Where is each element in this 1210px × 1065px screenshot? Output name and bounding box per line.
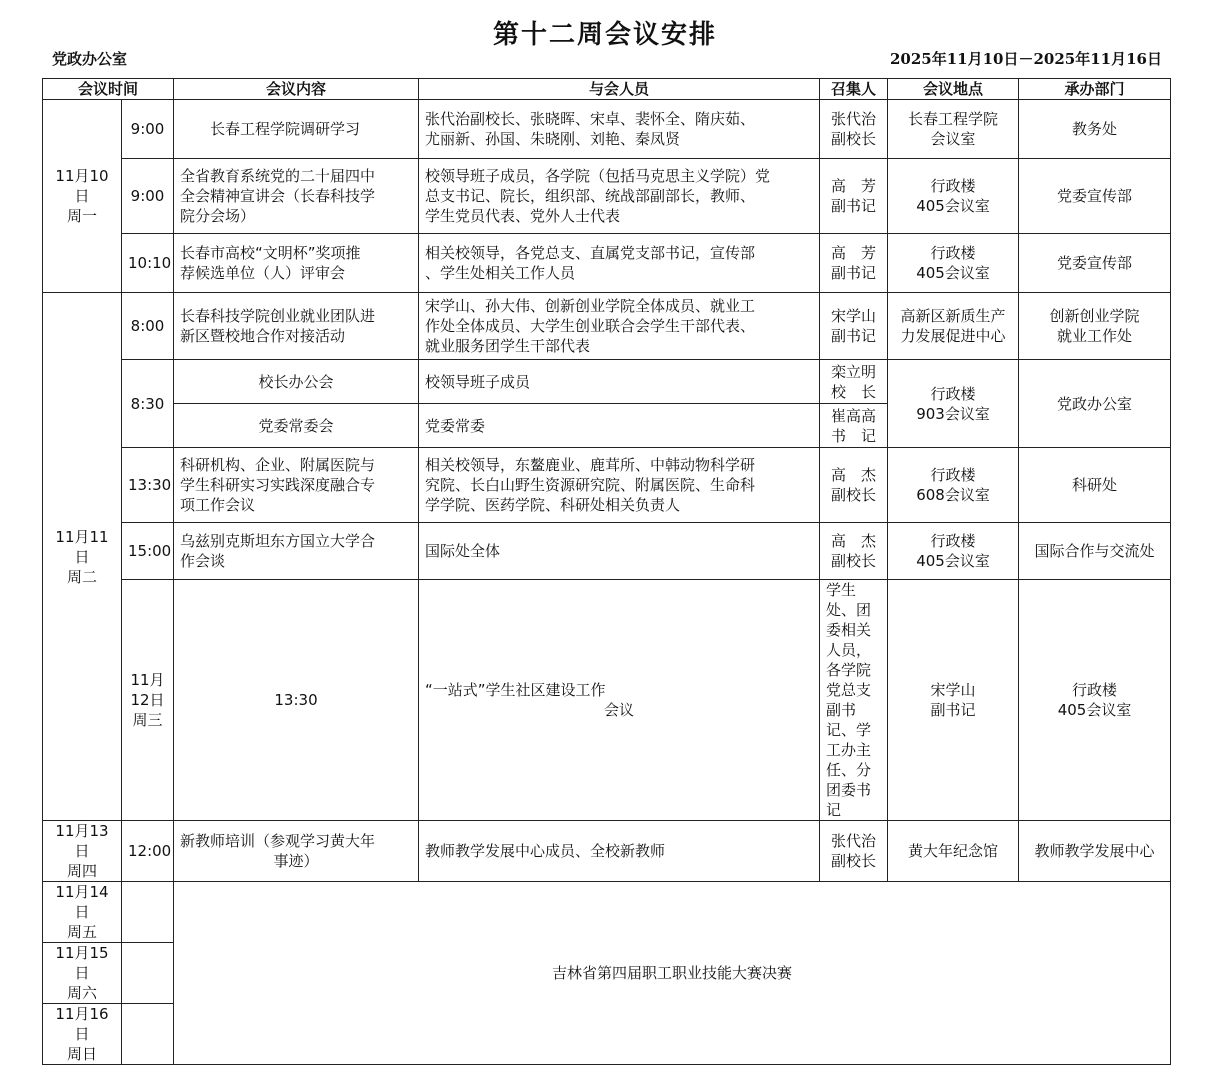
location-cell bbox=[888, 234, 1019, 293]
convener-cell bbox=[820, 100, 888, 159]
column-header: 会议地点 bbox=[888, 79, 1019, 100]
location-cell bbox=[1019, 580, 1171, 821]
attendees-cell bbox=[419, 100, 820, 159]
day-cell bbox=[43, 943, 122, 1004]
time-cell bbox=[122, 943, 174, 1004]
weekday-label: 周六 bbox=[66, 984, 97, 1002]
location-line: 黄大年纪念馆 bbox=[908, 842, 999, 860]
content-line: “一站式”学生社区建设工作 bbox=[425, 681, 606, 699]
department-cell bbox=[1019, 293, 1171, 360]
content-cell bbox=[174, 360, 419, 404]
department-line: 教师教学发展中心 bbox=[1034, 842, 1155, 860]
department-line: 科研处 bbox=[1072, 476, 1118, 494]
time-cell: 9:00 bbox=[122, 159, 174, 234]
convener-title: 副书记 bbox=[831, 197, 877, 215]
attendees-line: 就业服务团学生干部代表 bbox=[425, 337, 591, 355]
department-line: 教务处 bbox=[1072, 120, 1118, 138]
time-cell: 8:00 bbox=[122, 293, 174, 360]
convener-title: 副校长 bbox=[831, 130, 877, 148]
content-cell bbox=[174, 234, 419, 293]
time-cell: 13:30 bbox=[174, 580, 419, 821]
table-row bbox=[43, 882, 1171, 943]
column-header: 会议时间 bbox=[43, 79, 174, 100]
column-header: 承办部门 bbox=[1019, 79, 1171, 100]
location-line: 903会议室 bbox=[916, 404, 990, 423]
convener-title: 副校长 bbox=[831, 486, 877, 504]
department-line: 党委宣传部 bbox=[1057, 187, 1133, 205]
attendees-line: 国际处全体 bbox=[425, 542, 501, 560]
attendees-line: 相关校领导，各党总支、直属党支部书记，宣传部 bbox=[425, 244, 756, 262]
time-cell: 8:30 bbox=[122, 360, 174, 448]
department-line: 党委宣传部 bbox=[1057, 254, 1133, 272]
convener-title: 校 长 bbox=[831, 382, 877, 401]
table-row bbox=[43, 293, 1171, 360]
department-cell bbox=[1019, 100, 1171, 159]
attendees-cell bbox=[419, 821, 820, 882]
location-line: 405会议室 bbox=[916, 197, 990, 215]
convener-cell bbox=[820, 293, 888, 360]
table-row bbox=[43, 821, 1171, 882]
content-line: 长春市高校“文明杯”奖项推 bbox=[180, 244, 361, 262]
date-label: 11月16日 bbox=[55, 1005, 109, 1043]
day-cell bbox=[43, 821, 122, 882]
convener-cell bbox=[820, 360, 888, 404]
content-line: 长春工程学院调研学习 bbox=[210, 120, 361, 138]
convener-cell bbox=[820, 821, 888, 882]
location-line: 行政楼 bbox=[1072, 681, 1118, 699]
department-line: 创新创业学院 bbox=[1049, 307, 1140, 325]
department-cell bbox=[1019, 821, 1171, 882]
attendees-line: 总支书记、院长，组织部、统战部副部长，教师、 bbox=[425, 187, 756, 205]
attendees-cell bbox=[419, 293, 820, 360]
attendees-cell bbox=[419, 360, 820, 404]
day-cell bbox=[43, 1004, 122, 1065]
attendees-line: 学生党员代表、党外人士代表 bbox=[425, 207, 621, 225]
attendees-line: 校领导班子成员，各学院（包括马克思主义学院）党 bbox=[425, 167, 771, 185]
content-line: 科研机构、企业、附属医院与 bbox=[180, 456, 376, 474]
content-cell bbox=[419, 580, 820, 821]
time-cell: 12:00 bbox=[122, 821, 174, 882]
attendees-cell bbox=[419, 234, 820, 293]
attendees-line: 教师教学发展中心成员、全校新教师 bbox=[425, 842, 666, 860]
attendees-cell bbox=[419, 404, 820, 448]
table-row bbox=[43, 100, 1171, 159]
attendees-line: 作处全体成员、大学生创业联合会学生干部代表、 bbox=[425, 317, 756, 335]
location-line: 行政楼 bbox=[930, 177, 976, 195]
attendees-line: 宋学山、孙大伟、创新创业学院全体成员、就业工 bbox=[425, 297, 756, 315]
content-line: 荐候选单位（人）评审会 bbox=[180, 264, 346, 282]
convener-name: 张代治 bbox=[831, 832, 877, 850]
location-line: 行政楼 bbox=[930, 466, 976, 484]
column-header: 召集人 bbox=[820, 79, 888, 100]
date-label: 11月15日 bbox=[55, 944, 109, 982]
table-row bbox=[43, 523, 1171, 580]
convener-name: 宋学山 bbox=[831, 307, 877, 325]
table-row bbox=[43, 360, 1171, 404]
time-cell: 13:30 bbox=[122, 448, 174, 523]
location-line: 405会议室 bbox=[1057, 701, 1132, 719]
location-line: 405会议室 bbox=[916, 552, 990, 570]
convener-title: 副书记 bbox=[930, 701, 976, 719]
convener-name: 张代治 bbox=[831, 110, 877, 128]
department-line: 党政办公室 bbox=[1057, 394, 1133, 413]
table-row bbox=[43, 580, 1171, 821]
time-cell bbox=[122, 1004, 174, 1065]
content-cell bbox=[174, 821, 419, 882]
attendees-line: 相关校领导，东鳌鹿业、鹿茸所、中韩动物科学研 bbox=[425, 456, 756, 474]
content-cell bbox=[174, 404, 419, 448]
office-name: 党政办公室 bbox=[52, 50, 128, 68]
weekend-event: 吉林省第四届职工职业技能大赛决赛 bbox=[174, 882, 1171, 1065]
convener-title: 副书记 bbox=[831, 264, 877, 282]
location-line: 长春工程学院 bbox=[908, 110, 999, 128]
table-row bbox=[43, 448, 1171, 523]
attendees-cell bbox=[419, 159, 820, 234]
content-line: 会议 bbox=[604, 701, 635, 719]
convener-cell bbox=[820, 159, 888, 234]
date-label: 11月13日 bbox=[55, 822, 109, 860]
convener-cell bbox=[888, 580, 1019, 821]
day-cell bbox=[43, 293, 122, 821]
convener-name: 崔高高 bbox=[831, 406, 877, 425]
content-cell bbox=[174, 159, 419, 234]
date-range: 2025年11月10日－2025年11月16日 bbox=[890, 50, 1162, 68]
location-line: 力发展促进中心 bbox=[900, 327, 1006, 345]
location-cell bbox=[888, 821, 1019, 882]
attendees-line: 、学生处相关工作人员 bbox=[425, 264, 576, 282]
attendees-line: 张代治副校长、张晓晖、宋卓、裴怀全、隋庆茹、 bbox=[425, 110, 756, 128]
department-line: 就业工作处 bbox=[1057, 327, 1133, 345]
location-cell bbox=[888, 293, 1019, 360]
schedule-table bbox=[42, 78, 1171, 1065]
location-line: 高新区新质生产 bbox=[900, 307, 1006, 325]
header-row bbox=[43, 79, 1171, 100]
convener-name: 宋学山 bbox=[930, 681, 976, 699]
location-line: 405会议室 bbox=[916, 264, 990, 282]
weekday-label: 周日 bbox=[66, 1045, 97, 1063]
time-cell: 9:00 bbox=[122, 100, 174, 159]
date-label: 11月12日 bbox=[130, 671, 165, 709]
content-cell bbox=[174, 448, 419, 523]
content-cell bbox=[174, 100, 419, 159]
table-row bbox=[43, 234, 1171, 293]
time-cell bbox=[122, 882, 174, 943]
content-line: 全省教育系统党的二十届四中 bbox=[180, 167, 376, 185]
location-cell bbox=[888, 159, 1019, 234]
attendees-cell bbox=[820, 580, 888, 821]
attendees-cell bbox=[419, 448, 820, 523]
location-line: 608会议室 bbox=[916, 486, 990, 504]
table-row bbox=[43, 159, 1171, 234]
content-line: 长春科技学院创业就业团队进 bbox=[180, 307, 376, 325]
day-cell bbox=[43, 100, 122, 293]
content-line: 新区暨校地合作对接活动 bbox=[180, 327, 346, 345]
convener-name: 高 芳 bbox=[831, 177, 877, 195]
content-line: 学生科研实习实践深度融合专 bbox=[180, 476, 376, 494]
attendees-line: 尤丽新、孙国、朱晓刚、刘艳、秦凤贤 bbox=[425, 130, 681, 148]
location-cell bbox=[888, 360, 1019, 448]
attendees-line: 究院、长白山野生资源研究院、附属医院、生命科 bbox=[425, 476, 756, 494]
convener-name: 栾立明 bbox=[831, 362, 877, 381]
location-line: 行政楼 bbox=[930, 532, 976, 550]
attendees-line: 党委常委 bbox=[425, 416, 486, 435]
attendees-line: 学生处、团委相关人员，各学院党总支副书记、学 bbox=[826, 581, 872, 739]
content-line: 事迹） bbox=[273, 852, 319, 870]
department-cell bbox=[1019, 234, 1171, 293]
day-cell bbox=[122, 580, 174, 821]
convener-name: 高 杰 bbox=[831, 466, 877, 484]
department-line: 国际合作与交流处 bbox=[1034, 542, 1155, 560]
location-line: 行政楼 bbox=[930, 384, 976, 403]
content-line: 作会谈 bbox=[180, 552, 226, 570]
content-line: 校长办公会 bbox=[258, 372, 334, 391]
weekday-label: 周四 bbox=[66, 862, 97, 880]
time-cell: 10:10 bbox=[122, 234, 174, 293]
date-label: 11月14日 bbox=[55, 883, 109, 921]
department-cell bbox=[1019, 159, 1171, 234]
department-cell bbox=[1019, 360, 1171, 448]
location-cell bbox=[888, 523, 1019, 580]
location-cell bbox=[888, 448, 1019, 523]
content-line: 乌兹别克斯坦东方国立大学合 bbox=[180, 532, 376, 550]
convener-name: 高 芳 bbox=[831, 244, 877, 262]
department-cell bbox=[1019, 448, 1171, 523]
convener-title: 副书记 bbox=[831, 327, 877, 345]
content-line: 院分会场） bbox=[180, 207, 256, 225]
column-header: 会议内容 bbox=[174, 79, 419, 100]
date-label: 11月11日 bbox=[55, 527, 109, 566]
weekday-label: 周五 bbox=[66, 923, 97, 941]
location-cell bbox=[888, 100, 1019, 159]
content-cell bbox=[174, 293, 419, 360]
page-title: 第十二周会议安排 bbox=[492, 20, 717, 50]
convener-cell bbox=[820, 448, 888, 523]
convener-title: 书 记 bbox=[831, 426, 877, 445]
date-label: 11月10日 bbox=[55, 167, 109, 205]
weekday-label: 周二 bbox=[66, 567, 97, 586]
convener-cell bbox=[820, 523, 888, 580]
weekday-label: 周三 bbox=[132, 711, 163, 729]
convener-name: 高 杰 bbox=[831, 532, 877, 550]
department-cell bbox=[1019, 523, 1171, 580]
content-line: 项工作会议 bbox=[180, 496, 256, 514]
convener-cell bbox=[820, 234, 888, 293]
weekday-label: 周一 bbox=[66, 207, 97, 225]
location-line: 会议室 bbox=[930, 130, 976, 148]
content-line: 党委常委会 bbox=[258, 416, 334, 435]
day-cell bbox=[43, 882, 122, 943]
location-line: 行政楼 bbox=[930, 244, 976, 262]
attendees-line: 校领导班子成员 bbox=[425, 372, 531, 391]
content-cell bbox=[174, 523, 419, 580]
column-header: 与会人员 bbox=[419, 79, 820, 100]
attendees-line: 学学院、医药学院、科研处相关负责人 bbox=[425, 496, 681, 514]
convener-title: 副校长 bbox=[831, 552, 877, 570]
time-cell: 15:00 bbox=[122, 523, 174, 580]
attendees-cell bbox=[419, 523, 820, 580]
content-line: 新教师培训（参观学习黄大年 bbox=[180, 832, 376, 850]
convener-cell bbox=[820, 404, 888, 448]
convener-title: 副校长 bbox=[831, 852, 877, 870]
content-line: 全会精神宣讲会（长春科技学 bbox=[180, 187, 376, 205]
attendees-line: 工办主任、分团委书记 bbox=[826, 741, 872, 819]
